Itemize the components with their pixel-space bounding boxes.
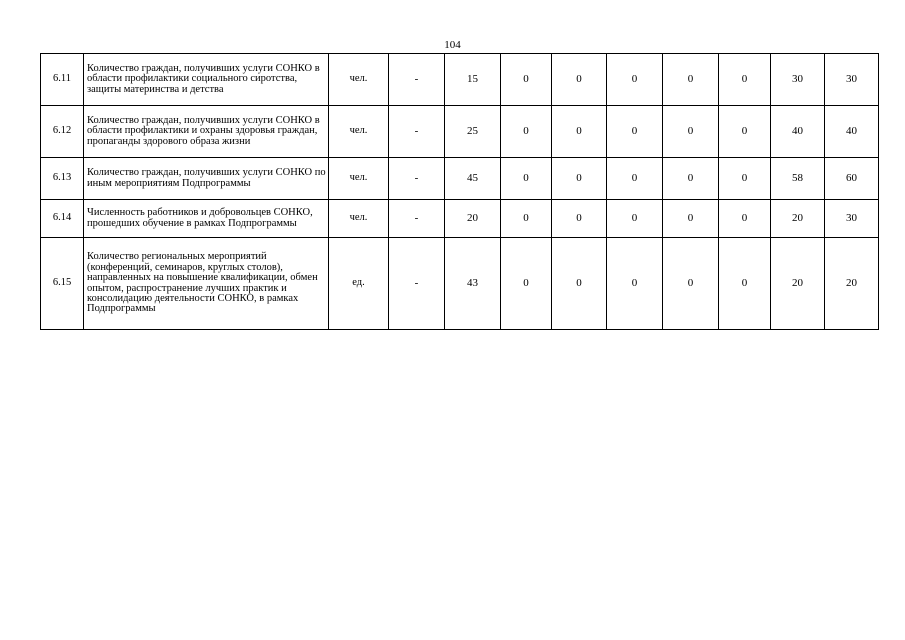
row-value: 40 (825, 106, 879, 158)
row-unit: ед. (329, 238, 389, 330)
row-description: Количество региональных мероприятий (конференций, семинаров, круглых столов), направленных на повышение квалификации, обмен опытом, распространение лучших практик и консолидацию деятельности СОНКО, в рамках Подпрограммы (84, 238, 329, 330)
row-value: 0 (663, 106, 719, 158)
row-value: 0 (719, 238, 771, 330)
row-description: Количество граждан, получивших услуги СОНКО в области профилактики социального сиротства, защиты материнства и детства (84, 54, 329, 106)
row-value: 0 (501, 158, 552, 200)
row-value: 30 (825, 200, 879, 238)
row-value: 20 (825, 238, 879, 330)
row-id: 6.14 (41, 200, 84, 238)
row-value: 58 (771, 158, 825, 200)
row-value: 0 (552, 158, 607, 200)
row-value: 0 (719, 54, 771, 106)
page-number: 104 (444, 39, 461, 51)
row-value: 0 (501, 238, 552, 330)
row-id: 6.11 (41, 54, 84, 106)
indicators-table (40, 53, 879, 330)
row-value: 0 (501, 106, 552, 158)
row-value: 45 (445, 158, 501, 200)
row-value: 0 (501, 54, 552, 106)
row-value: 0 (607, 200, 663, 238)
table-row (41, 158, 879, 200)
row-value: 30 (771, 54, 825, 106)
row-value: 0 (663, 200, 719, 238)
row-value: - (389, 106, 445, 158)
row-description: Количество граждан, получивших услуги СОНКО в области профилактики и охраны здоровья граждан, пропаганды здорового образа жизни (84, 106, 329, 158)
row-id: 6.12 (41, 106, 84, 158)
row-unit: чел. (329, 200, 389, 238)
row-value: 0 (607, 238, 663, 330)
row-value: 0 (552, 238, 607, 330)
row-value: - (389, 238, 445, 330)
row-value: - (389, 54, 445, 106)
row-value: 0 (719, 158, 771, 200)
row-value: 0 (607, 54, 663, 106)
row-value: 43 (445, 238, 501, 330)
row-value: 0 (552, 106, 607, 158)
row-value: 20 (445, 200, 501, 238)
row-value: 30 (825, 54, 879, 106)
table-row (41, 200, 879, 238)
table-row (41, 54, 879, 106)
row-value: 20 (771, 238, 825, 330)
row-value: 0 (663, 158, 719, 200)
row-value: - (389, 200, 445, 238)
row-unit: чел. (329, 54, 389, 106)
row-value: 0 (663, 54, 719, 106)
row-value: 40 (771, 106, 825, 158)
row-unit: чел. (329, 106, 389, 158)
row-value: 60 (825, 158, 879, 200)
table-row (41, 106, 879, 158)
row-value: 0 (552, 200, 607, 238)
row-value: 25 (445, 106, 501, 158)
row-value: 20 (771, 200, 825, 238)
row-value: 0 (501, 200, 552, 238)
row-value: - (389, 158, 445, 200)
row-description: Численность работников и добровольцев СОНКО, прошедших обучение в рамках Подпрограммы (84, 200, 329, 238)
row-value: 0 (719, 200, 771, 238)
row-value: 0 (719, 106, 771, 158)
row-value: 0 (552, 54, 607, 106)
row-value: 15 (445, 54, 501, 106)
row-unit: чел. (329, 158, 389, 200)
row-value: 0 (607, 106, 663, 158)
row-id: 6.13 (41, 158, 84, 200)
row-value: 0 (663, 238, 719, 330)
row-id: 6.15 (41, 238, 84, 330)
table-row (41, 238, 879, 330)
row-value: 0 (607, 158, 663, 200)
row-description: Количество граждан, получивших услуги СОНКО по иным мероприятиям Подпрограммы (84, 158, 329, 200)
